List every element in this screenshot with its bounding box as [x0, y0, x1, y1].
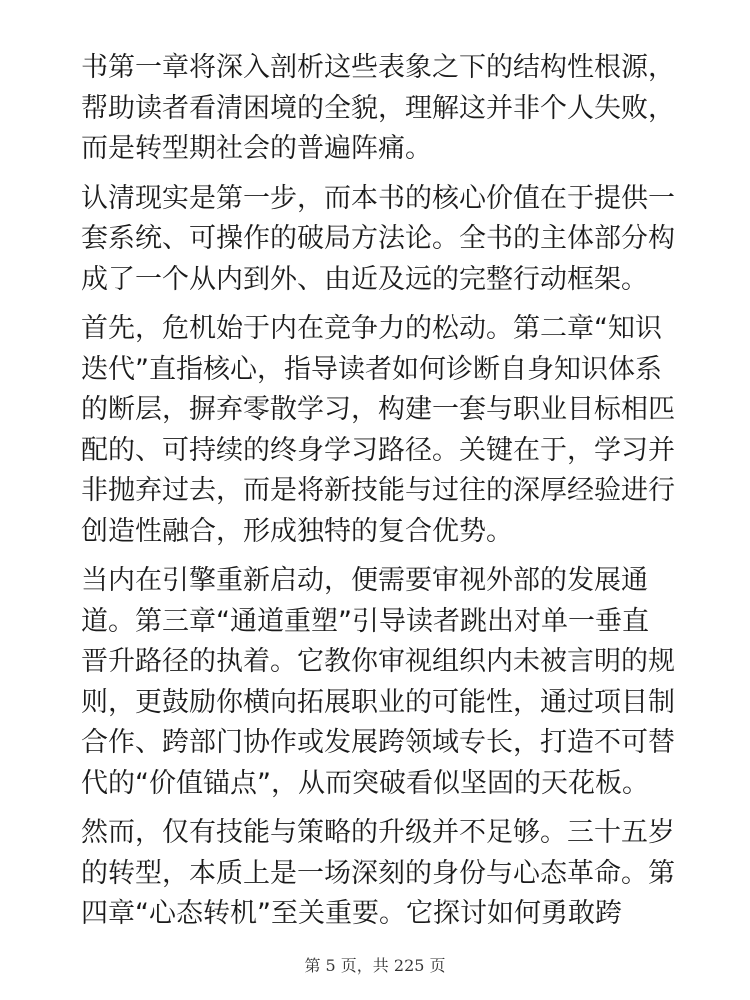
- text-line: 而是转型期社会的普遍阵痛。: [81, 133, 432, 164]
- text-line: 则，更鼓励你横向拓展职业的可能性，通过项目制: [81, 686, 675, 718]
- paragraph: [81, 561, 681, 804]
- paragraph: [81, 309, 681, 552]
- text-line: 迭代”直指核心，指导读者如何诊断自身知识体系: [81, 353, 662, 385]
- text-line: 合作、跨部门协作或发展跨领域专长，打造不可替: [81, 727, 675, 758]
- text-line: 书第一章将深入剖析这些表象之下的结构性根源，: [81, 52, 675, 83]
- body-text: [81, 48, 681, 944]
- text-line: 代的“价值锚点”，从而突破看似坚固的天花板。: [81, 767, 649, 799]
- paragraph: [81, 48, 681, 170]
- text-line: 当内在引擎重新启动，便需要审视外部的发展通: [81, 565, 648, 596]
- text-line: 首先，危机始于内在竞争力的松动。第二章“知识: [81, 313, 662, 344]
- text-line: 套系统、可操作的破局方法论。全书的主体部分构: [81, 223, 675, 254]
- paragraph: [81, 179, 681, 301]
- page-number-footer: 第 5 页，共 225 页: [304, 956, 446, 975]
- text-line: 认清现实是第一步，而本书的核心价值在于提供一: [81, 182, 675, 214]
- text-line: 帮助读者看清困境的全貌，理解这并非个人失败，: [81, 92, 675, 124]
- text-line: 然而，仅有技能与策略的升级并不足够。三十五岁: [81, 817, 675, 848]
- text-line: 道。第三章“通道重塑”引导读者跳出对单一垂直: [81, 605, 649, 637]
- text-line: 的转型，本质上是一场深刻的身份与心态革命。第: [81, 857, 675, 889]
- text-line: 创造性融合，形成独特的复合优势。: [81, 515, 513, 547]
- text-line: 四章“心态转机”至关重要。它探讨如何勇敢跨: [81, 898, 622, 929]
- text-line: 成了一个从内到外、由近及远的完整行动框架。: [81, 263, 648, 295]
- text-line: 晋升路径的执着。它教你审视组织内未被言明的规: [81, 646, 675, 677]
- text-line: 非抛弃过去，而是将新技能与过往的深厚经验进行: [81, 475, 675, 506]
- paragraph: [81, 813, 681, 935]
- text-line: 的断层，摒弃零散学习，构建一套与职业目标相匹: [81, 394, 675, 425]
- text-line: 配的、可持续的终身学习路径。关键在于，学习并: [81, 434, 675, 466]
